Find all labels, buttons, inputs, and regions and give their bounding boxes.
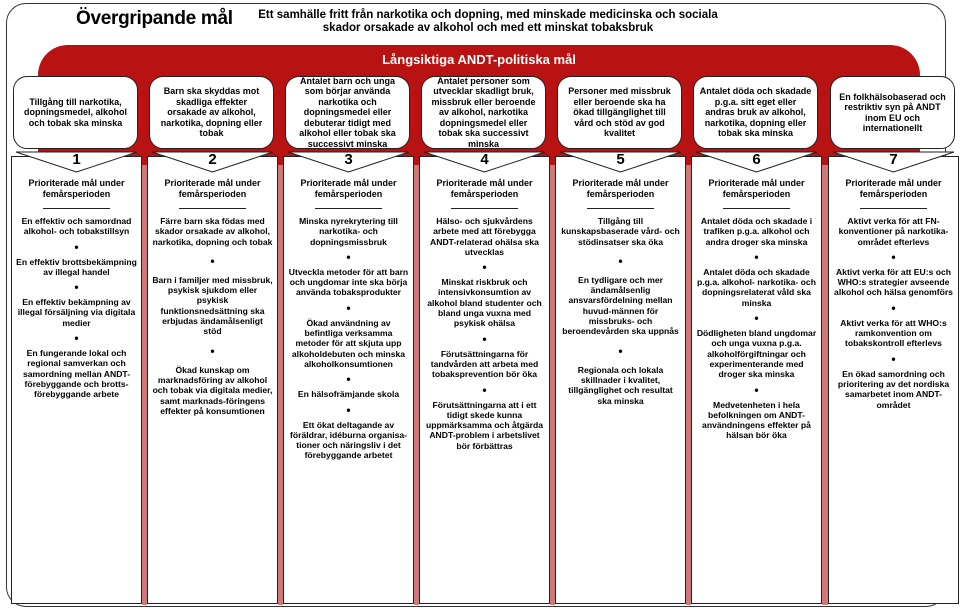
bullet-separator: •: [482, 382, 487, 397]
priority-goal-item: Regionala och lokala skillnader i kvalitet, tillgänglighet och resultat ska minska: [568, 364, 673, 406]
divider: [860, 208, 927, 209]
priority-heading: Prioriterade mål under femårsperioden: [436, 178, 533, 199]
column-number: 2: [208, 151, 217, 168]
priority-goal-item: Ökad kunskap om marknadsföring av alkohol och tobak via digitala medier, samt marknads-föringens effekter på konsumtionen: [152, 364, 273, 416]
priority-goal-item: Förutsättningarna för tandvården att arbeta med tobaksprevention bör öka: [430, 348, 539, 380]
priority-goal-list: [288, 216, 409, 466]
bullet-separator: •: [210, 253, 215, 268]
priority-goal-item: Minskat riskbruk och intensivkonsumtion av alkohol bland studenter och bland unga vuxna med psykisk ohälsa: [427, 277, 542, 329]
bullet-separator: •: [891, 351, 896, 366]
priority-goal-list: [424, 216, 545, 456]
divider: [587, 208, 654, 209]
priority-goal-item: Aktivt verka för att WHO:s ramkonvention om tobakskontroll efterlevs: [840, 317, 947, 349]
priority-goal-item: Minska nyrekrytering till narkotika- och dopningsmissbruk: [299, 216, 398, 247]
goal-column-7: [828, 76, 959, 604]
priority-goal-item: Utveckla metoder för att barn och ungdomar inte ska börja använda tobaksprodukter: [288, 266, 409, 298]
bullet-separator: •: [346, 300, 351, 315]
priority-goal-list: [16, 216, 137, 405]
long-term-goal-box: En folkhälsobaserad och restriktiv syn på ANDT inom EU och internationellt: [830, 76, 955, 149]
bullet-separator: •: [618, 253, 623, 268]
column-number: 6: [752, 151, 761, 168]
column-number: 5: [616, 151, 625, 168]
priority-goal-item: Antalet döda och skadade p.g.a. alkohol- narkotika- och dopningsrelaterat våld ska minska: [697, 266, 816, 308]
priority-goal-item: Antalet döda och skadade i trafiken p.g.a. alkohol och andra droger ska minska: [700, 216, 813, 247]
bullet-separator: •: [891, 300, 896, 315]
priority-heading: Prioriterade mål under femårsperioden: [300, 178, 397, 199]
column-number: 3: [344, 151, 353, 168]
priority-goal-item: Tillgång till kunskapsbaserade vård- och stödinsatser ska öka: [561, 216, 680, 247]
priority-goal-list: [152, 216, 273, 425]
divider: [43, 208, 110, 209]
priority-goal-item: Hälso- och sjukvårdens arbete med att förebygga ANDT-relaterad ohälsa ska utvecklas: [430, 216, 539, 257]
long-term-goal-box: Antalet döda och skadade p.g.a. sitt eget eller andras bruk av alkohol, narkotika, dopning eller tobak ska minska: [693, 76, 818, 149]
priority-goal-item: En fungerande lokal och regional samverkan och samordning mellan ANDT-förebyggande och brotts-förebyggande arbete: [22, 348, 131, 400]
bullet-separator: •: [346, 402, 351, 417]
bullet-separator: •: [754, 382, 759, 397]
priority-heading: Prioriterade mål under femårsperioden: [845, 178, 942, 199]
priority-goal-item: Färre barn ska födas med skador orsakade av alkohol, narkotika, dopning och tobak: [152, 216, 273, 247]
priority-goal-item: En effektiv bekämpning av illegal försäljning via digitala medier: [17, 297, 136, 328]
priority-goal-item: Ett ökat deltagande av föräldrar, idéburna organisa-tioner och näringsliv i det förebyggande arbetet: [290, 419, 407, 461]
column-number: 7: [889, 151, 898, 168]
goal-column-2: [147, 76, 278, 604]
goal-column-4: [419, 76, 550, 604]
long-term-goal-box: Antalet personer som utvecklar skadligt bruk, missbruk eller beroende av alkohol, narkotika dopningsmedel eller tobak ska successivt minska: [421, 76, 546, 149]
overall-goal-text: Ett samhälle fritt från narkotika och dopning, med minskade medicinska och sociala skador orsakade av alkohol och med ett minskat tobaksbruk: [258, 9, 718, 34]
goal-column-3: [283, 76, 414, 604]
overall-goal-title: Övergripande mål: [76, 8, 233, 29]
bullet-separator: •: [74, 331, 79, 346]
bullet-separator: •: [74, 239, 79, 254]
priority-goal-item: En ökad samordning och prioritering av det nordiska samarbetet inom ANDT-området: [837, 368, 950, 410]
goal-column-1: [11, 76, 142, 604]
priority-goal-item: En effektiv brottsbekämpning av illegal handel: [16, 256, 137, 277]
goal-column-5: [555, 76, 686, 604]
priority-heading: Prioriterade mål under femårsperioden: [28, 178, 125, 199]
bullet-separator: •: [618, 343, 623, 358]
long-term-goal-box: Antalet barn och unga som börjar använda narkotika och dopningsmedel eller debuterar tidigt med alkohol eller tobak ska successivt minska: [285, 76, 410, 149]
bullet-separator: •: [754, 249, 759, 264]
column-number: 1: [72, 151, 81, 168]
divider: [723, 208, 790, 209]
bullet-separator: •: [891, 249, 896, 264]
priority-goal-item: Förutsättningarna att i ett tidigt skede kunna uppmärksamma och åtgärda ANDT-problem i arbetslivet bör förbättras: [425, 399, 543, 451]
priority-goal-item: Dödligheten bland ungdomar och unga vuxna p.g.a. alkoholförgiftningar och experimenterande med droger ska minska: [696, 328, 817, 380]
long-term-goals-label: Långsiktiga ANDT-politiska mål: [382, 52, 576, 67]
long-term-goal-box: Tillgång till narkotika, dopningsmedel, alkohol och tobak ska minska: [13, 76, 138, 149]
long-term-goal-box: Barn ska skyddas mot skadliga effekter orsakade av alkohol, narkotika, dopning eller tobak: [149, 76, 274, 149]
divider: [451, 208, 518, 209]
priority-goal-item: En hälsofrämjande skola: [297, 389, 400, 400]
priority-goal-item: Aktivt verka för att EU:s och WHO:s strategier avseende alkohol och hälsa genomförs: [834, 266, 953, 298]
priority-goal-item: Medvetenheten i hela befolkningen om ANDT-användningens effekter på hälsan bör öka: [702, 399, 811, 441]
divider: [179, 208, 246, 209]
priority-goal-list: [560, 216, 681, 415]
priority-goal-list: [833, 216, 954, 415]
bullet-separator: •: [482, 260, 487, 275]
priority-goal-item: Ökad användning av befintliga verksamma metoder för att skjuta upp alkoholdebuten och minska alkoholkonsumtionen: [291, 317, 406, 369]
divider: [315, 208, 382, 209]
priority-goal-item: Barn i familjer med missbruk, psykisk sjukdom eller psykisk funktionsnedsättning ska erbjudas ändamålsenligt stöd: [152, 274, 273, 337]
priority-goal-item: Aktivt verka för att FN-konventioner på narkotika-området efterlevs: [838, 216, 949, 247]
long-term-goal-box: Personer med missbruk eller beroende ska ha ökad tillgänglighet till vård och stöd av god kvalitet: [557, 76, 682, 149]
priority-goal-item: En effektiv och samordnad alkohol- och tobakstillsyn: [21, 216, 132, 237]
bullet-separator: •: [346, 249, 351, 264]
priority-heading: Prioriterade mål under femårsperioden: [164, 178, 261, 199]
priority-goal-item: En tydligare och mer ändamålsenlig ansvarsfördelning mellan huvud-männen för missbruks- och beroendevården ska uppnås: [562, 274, 679, 337]
column-number: 4: [480, 151, 489, 168]
bullet-separator: •: [74, 280, 79, 295]
priority-goal-list: [696, 216, 817, 446]
bullet-separator: •: [210, 343, 215, 358]
bullet-separator: •: [346, 372, 351, 387]
bullet-separator: •: [482, 331, 487, 346]
priority-heading: Prioriterade mål under femårsperioden: [708, 178, 805, 199]
bullet-separator: •: [754, 311, 759, 326]
goal-column-6: [691, 76, 822, 604]
priority-heading: Prioriterade mål under femårsperioden: [572, 178, 669, 199]
